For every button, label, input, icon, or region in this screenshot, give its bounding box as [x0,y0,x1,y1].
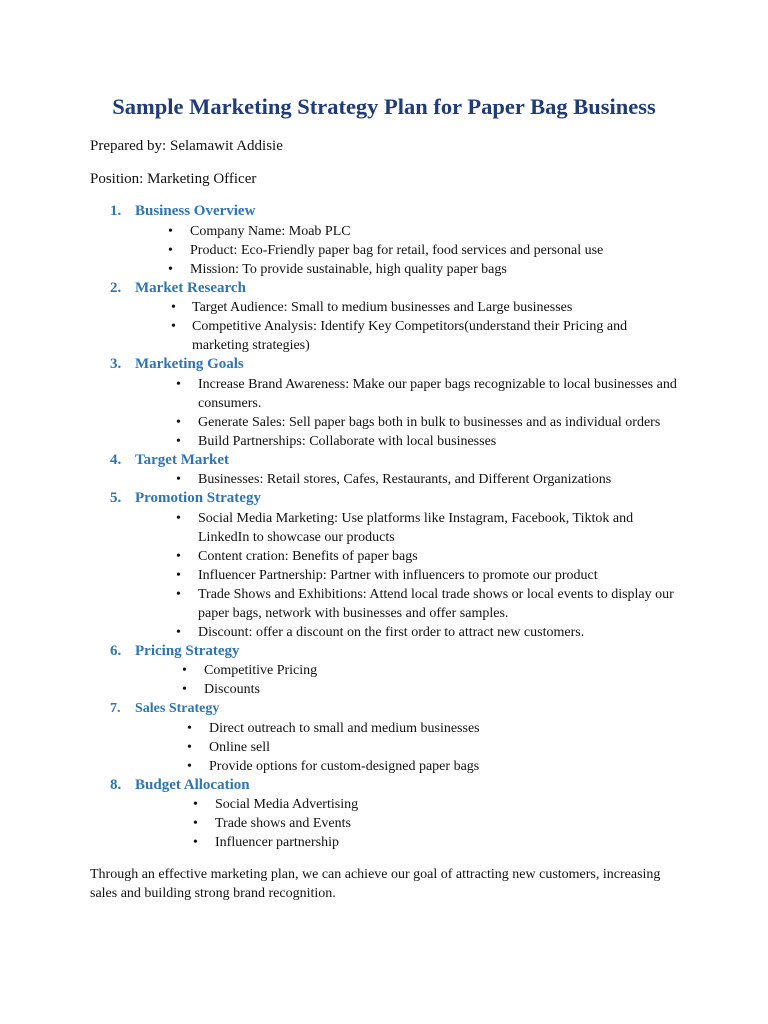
list-item: • Product: Eco-Friendly paper bag for retail, food services and personal use [168,242,604,258]
list-item: • Trade shows and Events [193,816,351,831]
list-item-continuation: paper bags, network with businesses and offer samples. [198,605,509,621]
list-item-continuation: LinkedIn to showcase our products [198,529,395,545]
section-promotion-strategy [90,489,690,642]
list-item: • Build Partnerships: Collaborate with local businesses [176,433,497,449]
closing-paragraph [90,865,670,903]
bullet-icon: • [193,797,198,812]
section-heading [90,489,690,509]
list-item-continuation: consumers. [198,395,262,411]
section-target-market [90,451,690,490]
bullet-icon: • [171,319,176,334]
section-marketing-goals [90,355,690,451]
list-item: • Target Audience: Small to medium businesses and Large businesses [171,300,573,315]
section-heading [90,699,690,719]
section-heading [90,776,690,796]
prepared-by: Prepared by: Selamawit Addisie [90,138,283,154]
bullet-icon: • [168,242,173,258]
section-title: Pricing Strategy [135,642,240,659]
list-item: • Content cration: Benefits of paper bags [176,548,418,564]
document-title: Sample Marketing Strategy Plan for Paper Bag Business [112,94,656,119]
section-number: 5. [110,490,122,506]
section-title: Marketing Goals [135,356,244,372]
list-item: • Provide options for custom-designed paper bags [187,758,480,774]
section-number: 3. [110,356,122,372]
bullet-icon: • [176,472,181,487]
bullet-icon: • [176,376,181,392]
section-number: 7. [110,701,121,716]
bullet-list [90,661,690,699]
list-item: • Discount: offer a discount on the first order to attract new customers. [176,624,585,640]
bullet-icon: • [168,223,173,239]
bullet-icon: • [171,300,176,315]
bullet-icon: • [187,720,192,736]
section-title: Market Research [135,279,246,296]
bullet-list [90,795,690,852]
section-heading [90,279,690,299]
section-heading [90,451,690,471]
section-budget-allocation [90,776,690,853]
section-number: 1. [110,203,122,219]
list-item: • Trade Shows and Exhibitions: Attend local trade shows or local events to display our [176,586,674,602]
section-title: Promotion Strategy [135,490,261,506]
list-item: • Social Media Advertising [193,797,359,812]
bullet-icon: • [176,624,181,640]
list-item: • Influencer Partnership: Partner with influencers to promote our product [176,567,598,583]
closing-line: Through an effective marketing plan, we can achieve our goal of attracting new customers, increasing [90,867,661,882]
bullet-icon: • [182,682,187,697]
bullet-icon: • [193,816,198,831]
section-title: Target Market [135,451,229,468]
sections-list [90,202,690,852]
bullet-icon: • [187,758,192,774]
section-title: Business Overview [135,203,256,219]
bullet-list [90,719,690,776]
list-item: • Discounts [182,682,260,697]
section-pricing-strategy [90,642,690,700]
list-item: • Competitive Analysis: Identify Key Competitors(understand their Pricing and [171,319,628,334]
list-item: • Increase Brand Awareness: Make our paper bags recognizable to local businesses and [176,376,677,392]
list-item: • Company Name: Moab PLC [168,223,351,239]
closing-line: sales and building strong brand recognition. [90,886,336,901]
list-item: • Online sell [187,739,271,755]
section-title: Sales Strategy [135,701,220,716]
bullet-list [90,509,690,642]
bullet-list [90,470,690,489]
author-position: Position: Marketing Officer [90,171,257,187]
section-business-overview [90,202,690,279]
bullet-icon: • [168,261,173,277]
bullet-icon: • [176,414,181,430]
bullet-icon: • [176,586,181,602]
bullet-icon: • [187,739,192,755]
section-number: 6. [110,642,122,659]
section-market-research [90,279,690,356]
bullet-list [90,298,690,355]
list-item: • Social Media Marketing: Use platforms like Instagram, Facebook, Tiktok and [176,510,634,526]
list-item: • Mission: To provide sustainable, high quality paper bags [168,261,507,277]
bullet-icon: • [176,510,181,526]
list-item: • Generate Sales: Sell paper bags both in bulk to businesses and as individual orders [176,414,661,430]
section-heading [90,202,690,222]
list-item: • Businesses: Retail stores, Cafes, Restaurants, and Different Organizations [176,472,612,487]
list-item: • Direct outreach to small and medium businesses [187,720,480,736]
section-heading [90,355,690,375]
section-number: 4. [110,451,122,468]
bullet-list [90,222,690,279]
list-item: • Competitive Pricing [182,663,318,678]
bullet-icon: • [193,835,198,850]
bullet-icon: • [176,567,181,583]
section-heading [90,642,690,662]
list-item: • Influencer partnership [193,835,339,850]
section-title: Budget Allocation [135,776,250,793]
list-item-continuation: marketing strategies) [192,338,310,353]
bullet-icon: • [176,548,181,564]
bullet-icon: • [176,433,181,449]
section-number: 8. [110,776,122,793]
section-sales-strategy [90,699,690,776]
bullet-list [90,375,690,451]
section-number: 2. [110,279,122,296]
bullet-icon: • [182,663,187,678]
